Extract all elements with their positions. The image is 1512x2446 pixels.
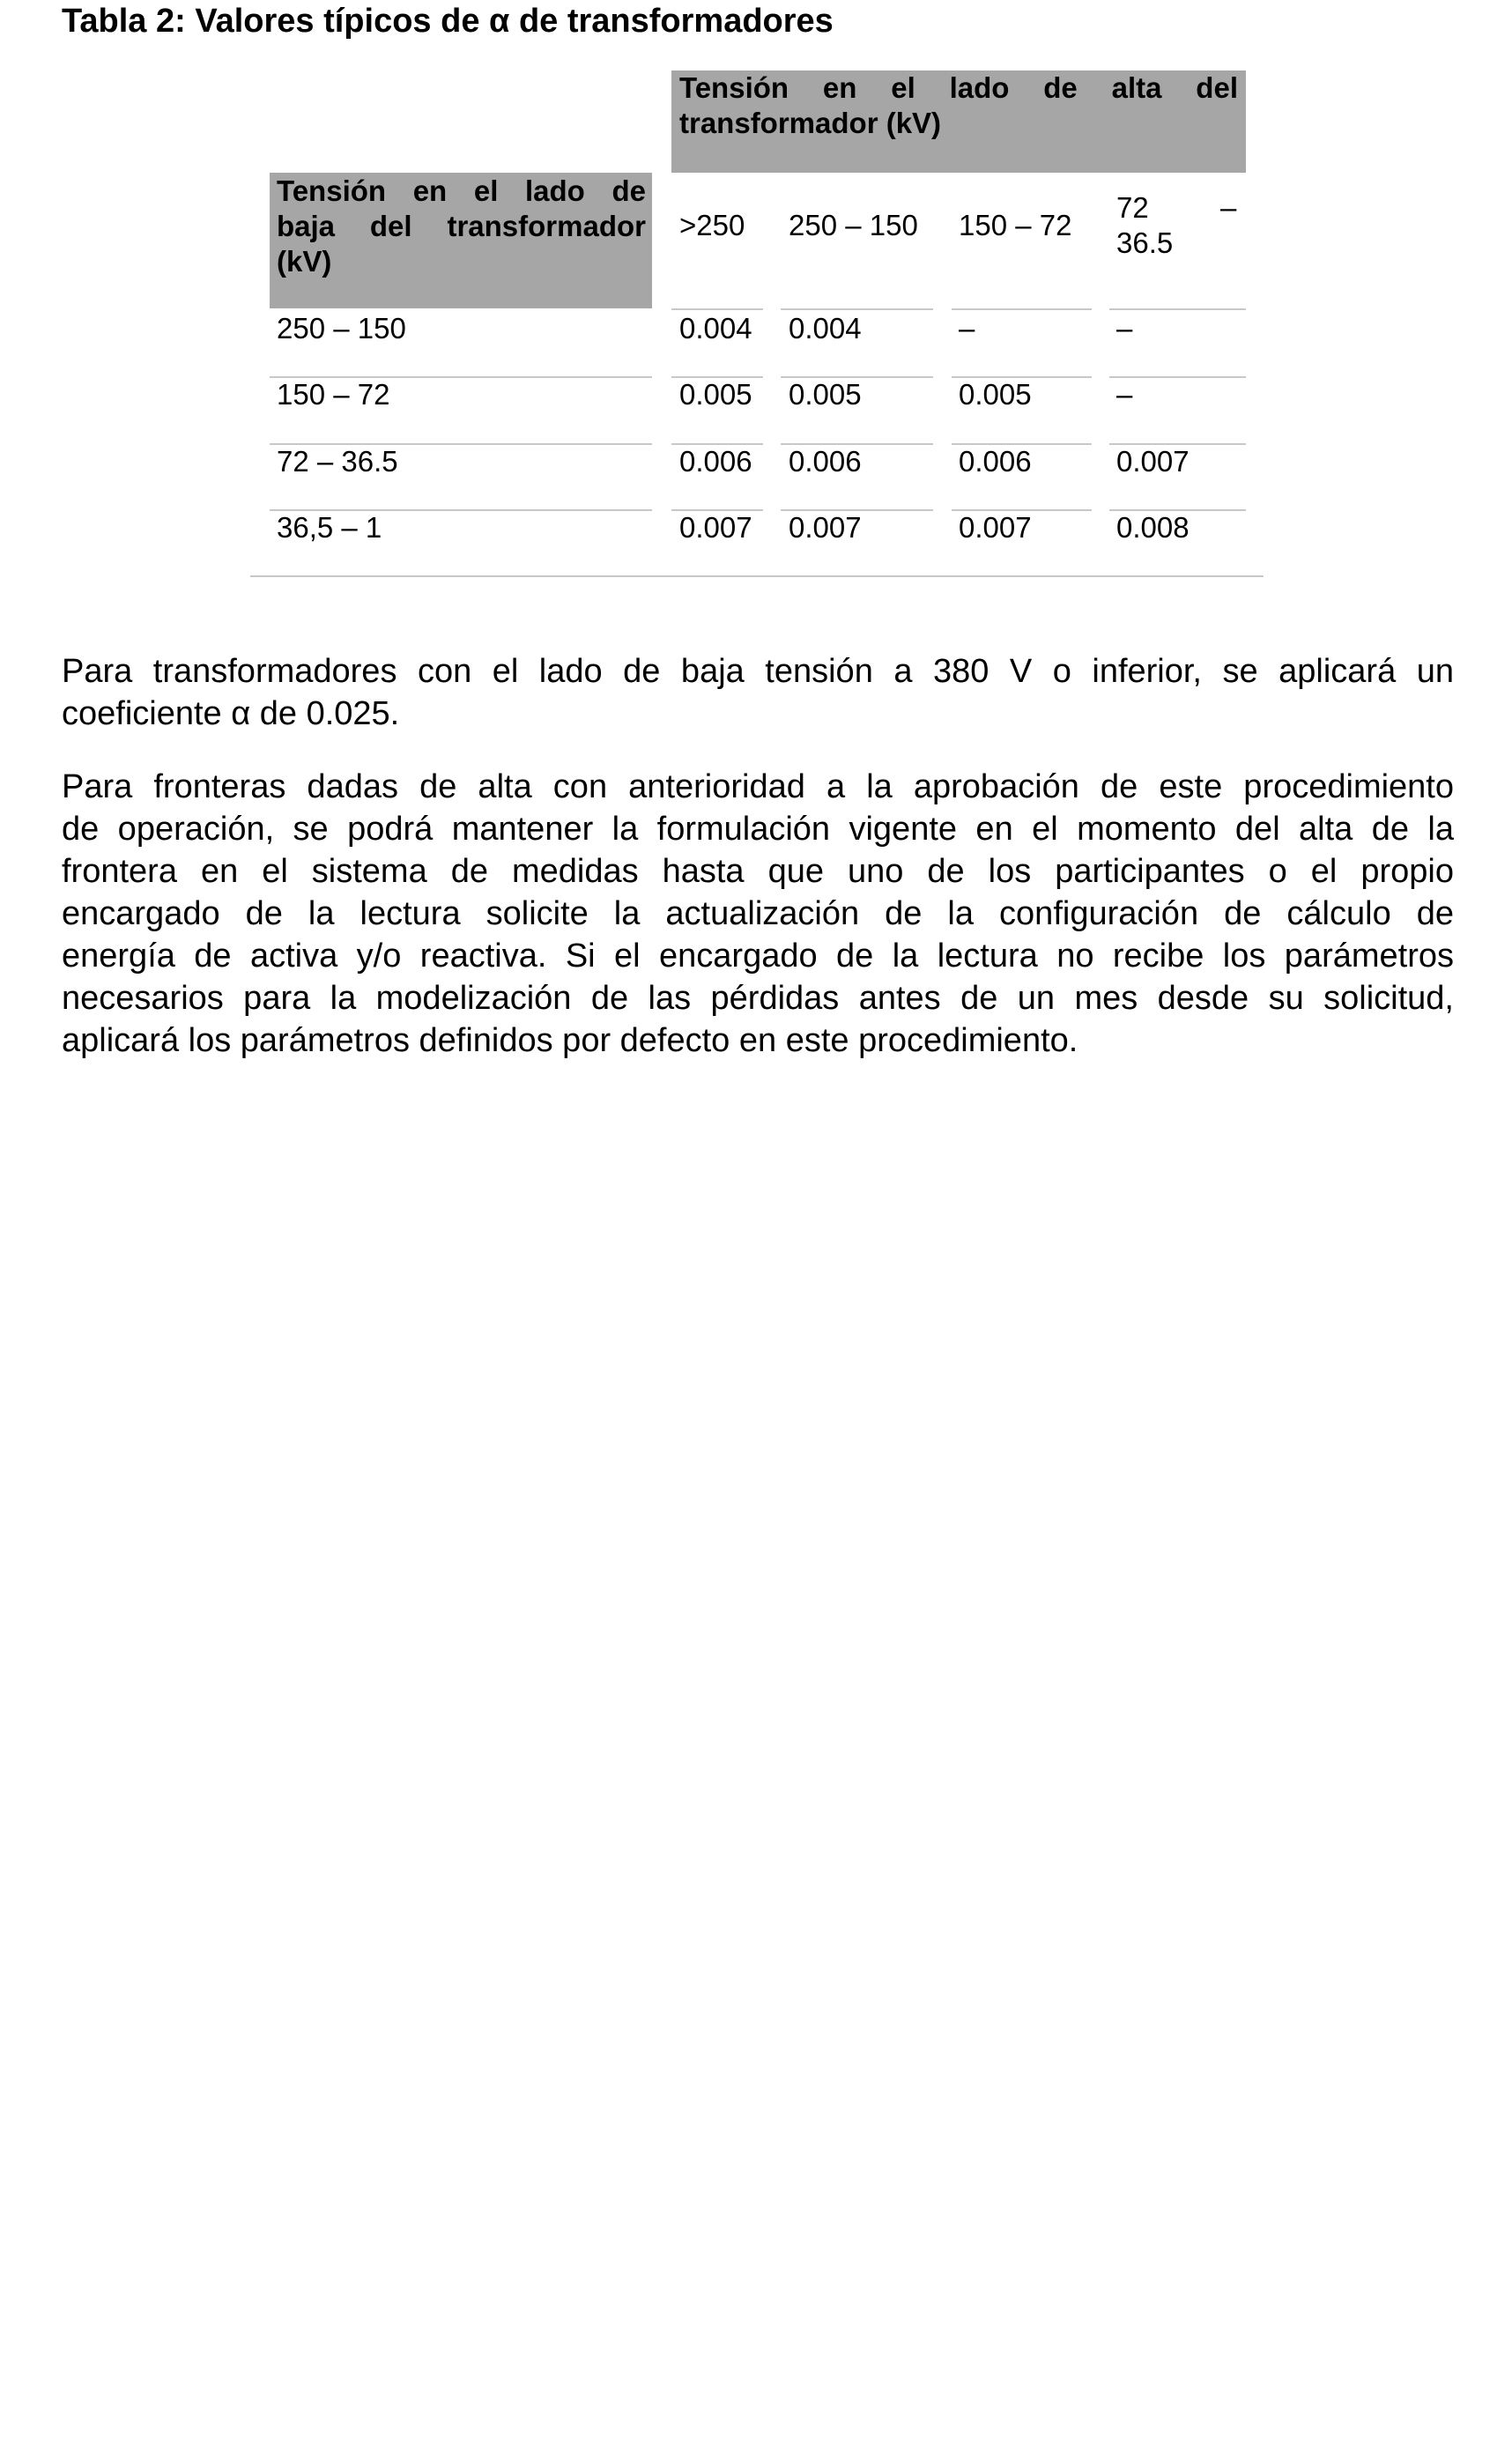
table-cell: 0.006 (789, 445, 862, 478)
header-left-line-3: (kV) (277, 245, 332, 278)
table-cell: 0.006 (679, 445, 752, 478)
table-cell: 0.008 (1116, 511, 1190, 544)
column-header-4-top: 72 (1116, 191, 1149, 224)
table-cell: 0.007 (959, 511, 1032, 544)
table-cell: 0.005 (789, 378, 862, 411)
paragraph-line: encargado de la lectura solicite la actualización de la configuración de cálculo de (62, 895, 1454, 932)
table-cell: 0.006 (959, 445, 1032, 478)
table-cell: – (1116, 378, 1133, 411)
table-bottom-rule (250, 575, 1264, 577)
row-rule (1109, 308, 1246, 310)
column-header-1: >250 (679, 209, 745, 241)
header-left-line-2: baja del transformador (277, 210, 646, 242)
table-cell: 0.007 (679, 511, 752, 544)
header-left-line-1: Tensión en el lado de (277, 174, 646, 207)
paragraph-low-voltage (62, 650, 1454, 735)
column-header-3: 150 – 72 (959, 209, 1072, 241)
paragraph-line: Para transformadores con el lado de baja tensión a 380 V o inferior, se aplicará un (62, 653, 1454, 690)
paragraph-line: coeficiente α de 0.025. (62, 695, 400, 732)
table-cell: – (959, 312, 975, 345)
table-cell: 0.007 (1116, 445, 1190, 478)
row-label: 36,5 – 1 (277, 511, 382, 544)
paragraph-line: Para fronteras dadas de alta con anterioridad a la aprobación de este procedimiento (62, 768, 1454, 805)
column-header-2: 250 – 150 (789, 209, 918, 241)
table-cell: 0.004 (679, 312, 752, 345)
row-label: 150 – 72 (277, 378, 390, 411)
header-top-line-2: transformador (kV) (679, 107, 942, 139)
paragraph-line: energía de activa y/o reactiva. Si el encargado de la lectura no recibe los parámetros (62, 938, 1454, 975)
column-header-4-bottom: 36.5 (1116, 226, 1174, 259)
table-title: Tabla 2: Valores típicos de α de transformadores (62, 3, 834, 40)
paragraph-line: frontera en el sistema de medidas hasta que uno de los participantes o el propio (62, 853, 1454, 890)
row-label: 72 – 36.5 (277, 445, 398, 478)
row-rule (671, 308, 763, 310)
paragraph-line: de operación, se podrá mantener la formulación vigente en el momento del alta de la (62, 811, 1454, 848)
paragraph-fronteras (62, 766, 1454, 1062)
table-cell: 0.007 (789, 511, 862, 544)
header-top-line-1: Tensión en el lado de alta del (679, 71, 1238, 104)
row-rule (952, 308, 1092, 310)
table-cell: 0.005 (959, 378, 1032, 411)
row-rule (781, 308, 933, 310)
table-cell: 0.005 (679, 378, 752, 411)
column-header-4-dash: – (1220, 191, 1237, 224)
table-cell: – (1116, 312, 1133, 345)
paragraph-line: aplicará los parámetros definidos por defecto en este procedimiento. (62, 1022, 1078, 1059)
table-cell: 0.004 (789, 312, 862, 345)
paragraph-line: necesarios para la modelización de las pérdidas antes de un mes desde su solicitud, (62, 980, 1454, 1017)
row-label: 250 – 150 (277, 312, 406, 345)
